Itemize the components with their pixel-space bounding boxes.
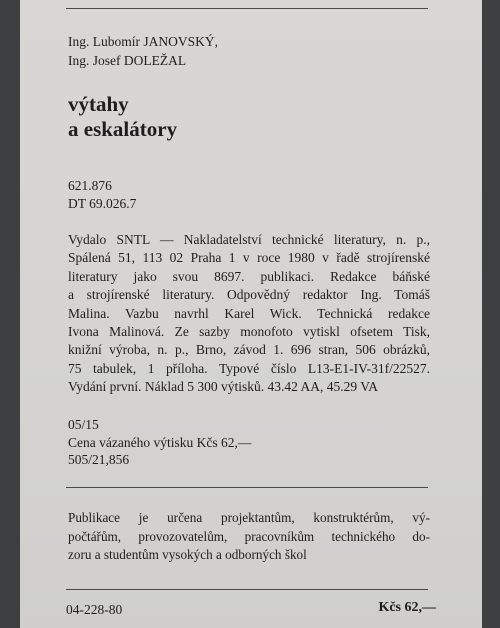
footer-price: Kčs 62,— xyxy=(378,600,436,615)
book-page xyxy=(20,0,482,628)
imprint-line: Malina. Vazbu navrhl Karel Wick. Technická redakce xyxy=(68,305,430,321)
author-line: Ing. Josef DOLEŽAL xyxy=(68,53,187,68)
imprint-text xyxy=(68,231,430,397)
imprint-line: Vydání první. Náklad 5 300 výtisků. 43.42 AA, 45.29 VA xyxy=(68,379,378,395)
price-line: 505/21,856 xyxy=(68,452,130,467)
author-line: Ing. Lubomír JANOVSKÝ, xyxy=(68,34,218,49)
book-title xyxy=(68,92,177,142)
bottom-rule xyxy=(66,589,428,590)
purpose-line: Publikace je určena projektantům, konstruktérům, vý- xyxy=(68,510,430,525)
code-line: DT 69.026.7 xyxy=(68,196,137,211)
purpose-line: zoru a studentům vysokých a odborných škol xyxy=(68,547,307,562)
purpose-text xyxy=(68,509,430,565)
imprint-line: Ivona Malinová. Ze sazby monofoto vytiskl ofsetem Tisk, xyxy=(68,324,430,340)
imprint-line: a strojírenské literatury. Odpovědný redaktor Ing. Tomáš xyxy=(68,287,430,303)
top-rule xyxy=(66,8,428,9)
footer-code: 04-228-80 xyxy=(66,602,123,617)
imprint-line: Vydalo SNTL — Nakladatelství technické literatury, n. p., xyxy=(68,232,430,247)
price-info xyxy=(68,416,251,469)
purpose-line: počtářům, provozovatelům, pracovníkům technického do- xyxy=(68,528,430,544)
imprint-line: 75 tabulek, 1 příloha. Typové číslo L13-E1-IV-31f/22527. xyxy=(68,360,430,376)
authors xyxy=(68,32,218,70)
classification-codes xyxy=(68,177,136,213)
imprint-line: knižní výroba, n. p., Brno, závod 1. 696 stran, 506 obrázků, xyxy=(68,342,430,358)
code-line: 621.876 xyxy=(68,178,112,193)
price-line: 05/15 xyxy=(68,417,99,432)
price-line: Cena vázaného výtisku Kčs 62,— xyxy=(68,434,252,450)
title-line: výtahy xyxy=(68,92,129,116)
title-line: a eskalátory xyxy=(68,117,178,141)
imprint-line: Spálená 51, 113 02 Praha 1 v roce 1980 v řadě strojírenské xyxy=(68,250,430,266)
middle-rule xyxy=(66,487,428,488)
imprint-line: literatury jako svou 8697. publikaci. Redakce báňské xyxy=(68,268,430,284)
